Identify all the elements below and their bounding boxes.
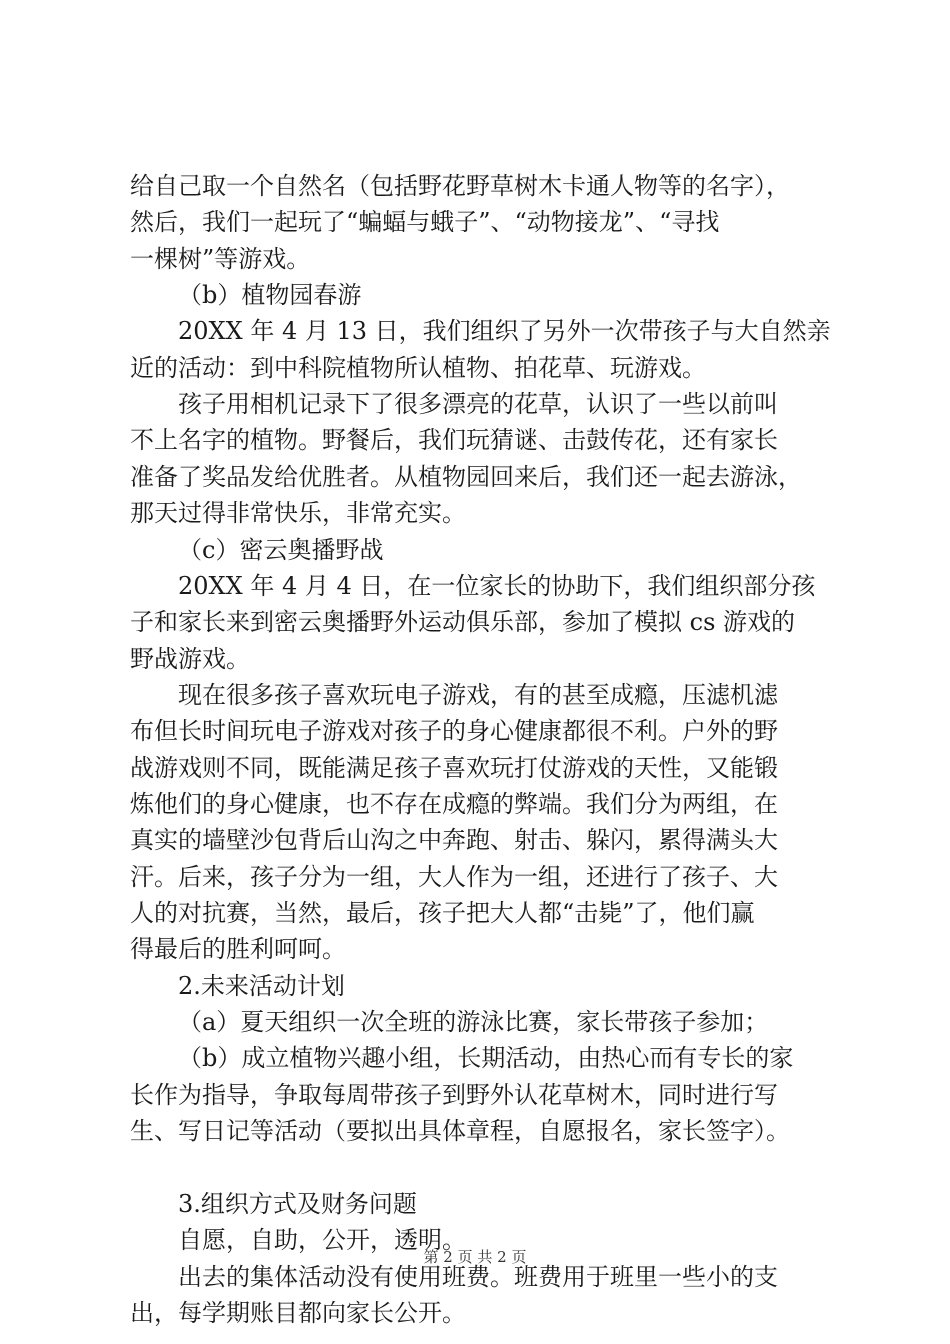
text-line: 3.组织方式及财务问题 [178, 1189, 417, 1218]
text-line: 一棵树”等游戏。 [130, 244, 311, 273]
text-line: 自愿，自助，公开，透明。 [178, 1226, 466, 1255]
text-line: （c）密云奥播野战 [178, 535, 384, 564]
text-line: （a）夏天组织一次全班的游泳比赛，家长带孩子参加； [178, 1008, 769, 1037]
text-line: 孩子用相机记录下了很多漂亮的花草，认识了一些以前叫 [178, 390, 778, 419]
text-line: 布但长时间玩电子游戏对孩子的身心健康都很不利。户外的野 [130, 717, 778, 746]
text-line: 不上名字的植物。野餐后，我们玩猜谜、击鼓传花，还有家长 [130, 426, 778, 455]
text-line: （b）成立植物兴趣小组，长期活动，由热心而有专长的家 [178, 1044, 794, 1073]
text-line: 近的活动：到中科院植物所认植物、拍花草、玩游戏。 [130, 353, 706, 382]
text-line: 得最后的胜利呵呵。 [130, 935, 346, 964]
text-line: 炼他们的身心健康，也不存在成瘾的弊端。我们分为两组，在 [130, 789, 778, 818]
text-line: 真实的墙壁沙包背后山沟之中奔跑、射击、躲闪，累得满头大 [130, 826, 778, 855]
text-line: 野战游戏。 [130, 644, 250, 673]
text-line: （b）植物园春游 [178, 281, 362, 310]
text-line: 子和家长来到密云奥播野外运动俱乐部，参加了模拟 cs 游戏的 [130, 608, 796, 637]
text-line: 人的对抗赛，当然，最后，孩子把大人都“击毙”了，他们赢 [130, 899, 755, 927]
page-footer: 第 2 页 共 2 页 [423, 1248, 527, 1266]
text-line: 给自己取一个自然名（包括野花野草树木卡通人物等的名字）， [130, 172, 790, 200]
text-line: 出，每学期账目都向家长公开。 [130, 1298, 466, 1327]
text-line: 现在很多孩子喜欢玩电子游戏，有的甚至成瘾，压滤机滤 [178, 680, 778, 709]
text-line: 2.未来活动计划 [178, 971, 345, 1000]
text-line: 然后，我们一起玩了“蝙蝠与蛾子”、“动物接龙”、“寻找 [130, 208, 720, 237]
text-line: 20XX 年 4 月 4 日，在一位家长的协助下，我们组织部分孩 [178, 571, 816, 600]
text-line: 汗。后来，孩子分为一组，大人作为一组，还进行了孩子、大 [130, 862, 778, 891]
text-line: 准备了奖品发给优胜者。从植物园回来后，我们还一起去游泳， [130, 462, 802, 491]
text-line: 那天过得非常快乐，非常充实。 [130, 499, 466, 528]
text-line: 生、写日记等活动（要拟出具体章程，自愿报名，家长签字）。 [130, 1117, 790, 1146]
text-line: 20XX 年 4 月 13 日，我们组织了另外一次带孩子与大自然亲 [178, 317, 831, 346]
text-line: 战游戏则不同，既能满足孩子喜欢玩打仗游戏的天性，又能锻 [130, 753, 778, 782]
text-line: 出去的集体活动没有使用班费。班费用于班里一些小的支 [178, 1262, 778, 1291]
text-line: 长作为指导，争取每周带孩子到野外认花草树木，同时进行写 [130, 1080, 778, 1109]
